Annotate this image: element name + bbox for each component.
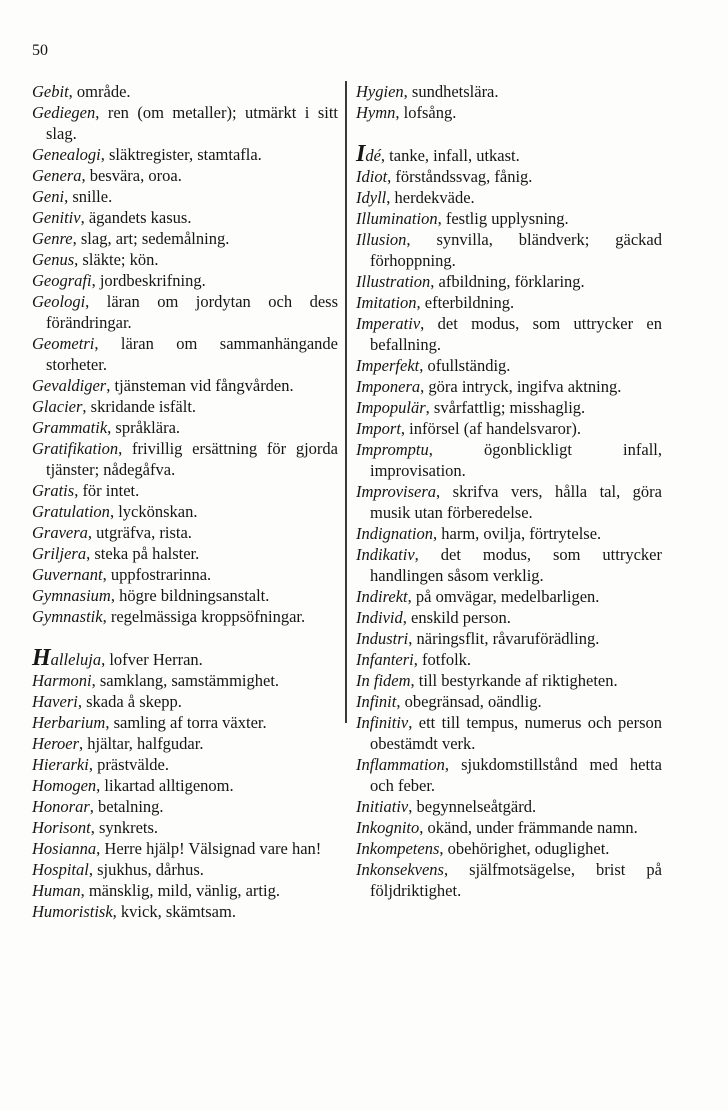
entry-definition: , ofullständig. bbox=[419, 356, 511, 375]
entry-headword: Genera bbox=[32, 166, 82, 185]
page-number: 50 bbox=[32, 42, 48, 59]
entry-definition: , synvilla, bländverk; gäckad förhoppning. bbox=[370, 230, 662, 270]
entry-definition: , införsel (af handelsvaror). bbox=[400, 419, 581, 438]
dictionary-entry bbox=[32, 543, 338, 564]
entry-definition: , läran om sammanhängande storheter. bbox=[46, 334, 338, 374]
dictionary-entry bbox=[32, 754, 338, 775]
entry-headword: Haveri bbox=[32, 692, 78, 711]
entry-headword: Hymn bbox=[356, 103, 396, 122]
entry-definition: , läran om jordytan och dess förändringar. bbox=[46, 292, 338, 332]
dictionary-entry bbox=[356, 628, 662, 649]
entry-headword: Hygien bbox=[356, 82, 404, 101]
dictionary-entry bbox=[32, 670, 338, 691]
dictionary-entry bbox=[32, 270, 338, 291]
entry-headword: Individ bbox=[356, 608, 403, 627]
entry-definition: , utgräfva, rista. bbox=[87, 523, 192, 542]
entry-definition: , samklang, samstämmighet. bbox=[91, 671, 280, 690]
dictionary-entry bbox=[32, 880, 338, 901]
entry-headword: Infinit bbox=[356, 692, 397, 711]
section-initial: H bbox=[32, 645, 51, 671]
entry-definition: , släktregister, stamtafla. bbox=[100, 145, 262, 164]
entry-definition: , efterbildning. bbox=[416, 293, 515, 312]
entry-definition: , skridande isfält. bbox=[82, 397, 197, 416]
entry-definition: , samling af torra växter. bbox=[105, 713, 267, 732]
entry-definition: , språklära. bbox=[107, 418, 181, 437]
dictionary-entry bbox=[356, 607, 662, 628]
entry-headword: Hosianna bbox=[32, 839, 97, 858]
entry-headword: Geografi bbox=[32, 271, 92, 290]
dictionary-entry bbox=[32, 606, 338, 627]
dictionary-entry bbox=[356, 712, 662, 754]
dictionary-entry bbox=[356, 670, 662, 691]
dictionary-entry bbox=[32, 417, 338, 438]
entry-headword: Glacier bbox=[32, 397, 83, 416]
entry-headword: Imitation bbox=[356, 293, 417, 312]
dictionary-entry bbox=[32, 859, 338, 880]
dictionary-entry bbox=[356, 166, 662, 187]
dictionary-entry bbox=[356, 859, 662, 901]
dictionary-entry bbox=[356, 754, 662, 796]
entry-headword bbox=[356, 141, 381, 167]
dictionary-entry bbox=[32, 333, 338, 375]
entry-headword: Infanteri bbox=[356, 650, 414, 669]
entry-definition: , släkte; kön. bbox=[74, 250, 159, 269]
entry-headword: Infinitiv bbox=[356, 713, 409, 732]
entry-definition: , regelmässiga kroppsöfningar. bbox=[102, 607, 306, 626]
entry-headword: Inflammation bbox=[356, 755, 445, 774]
dictionary-entry bbox=[356, 439, 662, 481]
entry-definition: , Herre hjälp! Välsignad vare han! bbox=[96, 839, 322, 858]
entry-definition: , kvick, skämtsam. bbox=[112, 902, 236, 921]
entry-headword: Honorar bbox=[32, 797, 90, 816]
entry-definition: , steka på halster. bbox=[86, 544, 200, 563]
entry-headword: Geni bbox=[32, 187, 65, 206]
entry-headword: Genre bbox=[32, 229, 73, 248]
dictionary-entry bbox=[32, 438, 338, 480]
entry-headword: Griljera bbox=[32, 544, 87, 563]
entry-headword: Genitiv bbox=[32, 208, 81, 227]
entry-definition: , skada å skepp. bbox=[77, 692, 182, 711]
dictionary-entry bbox=[32, 228, 338, 249]
entry-headword: Geometri bbox=[32, 334, 95, 353]
entry-definition: , område. bbox=[68, 82, 131, 101]
dictionary-entry bbox=[356, 481, 662, 523]
entry-definition: , harm, ovilja, förtrytelse. bbox=[433, 524, 602, 543]
dictionary-entry bbox=[32, 396, 338, 417]
entry-headword: Humoristisk bbox=[32, 902, 113, 921]
dictionary-entry bbox=[32, 585, 338, 606]
dictionary-entry bbox=[32, 733, 338, 754]
entry-headword: Idiot bbox=[356, 167, 388, 186]
entry-definition: , tjänsteman vid fångvården. bbox=[106, 376, 294, 395]
entry-definition: , skrifva vers, hålla tal, göra musik utan förberedelse. bbox=[370, 482, 662, 522]
dictionary-entry bbox=[32, 81, 338, 102]
dictionary-entry bbox=[356, 102, 662, 123]
dictionary-entry bbox=[356, 376, 662, 397]
dictionary-entry bbox=[356, 838, 662, 859]
entry-definition: , synkrets. bbox=[90, 818, 159, 837]
entry-headword: Gravera bbox=[32, 523, 88, 542]
entry-definition: , betalning. bbox=[89, 797, 164, 816]
entry-definition: , svårfattlig; misshaglig. bbox=[425, 398, 586, 417]
dictionary-entry bbox=[356, 796, 662, 817]
entry-definition: , göra intryck, ingifva aktning. bbox=[420, 377, 622, 396]
entry-headword: Gymnastik bbox=[32, 607, 103, 626]
dictionary-entry bbox=[32, 712, 338, 733]
entry-headword: Illustration bbox=[356, 272, 431, 291]
dictionary-entry bbox=[32, 480, 338, 501]
dictionary-entry bbox=[32, 645, 338, 671]
entry-definition: , uppfostrarinna. bbox=[102, 565, 212, 584]
entry-headword: Guvernant bbox=[32, 565, 103, 584]
entry-definition: , jordbeskrifning. bbox=[91, 271, 206, 290]
entry-definition: , obegränsad, oändlig. bbox=[396, 692, 542, 711]
entry-definition: , begynnelseåtgärd. bbox=[408, 797, 537, 816]
entry-definition: , festlig upplysning. bbox=[437, 209, 569, 228]
entry-definition: , tanke, infall, utkast. bbox=[380, 146, 520, 165]
entry-definition: , prästvälde. bbox=[88, 755, 170, 774]
entry-headword: Human bbox=[32, 881, 81, 900]
entry-definition: , näringsflit, råvaruförädling. bbox=[408, 629, 600, 648]
dictionary-entry bbox=[32, 564, 338, 585]
dictionary-entry bbox=[32, 775, 338, 796]
headword-rest: alleluja bbox=[50, 650, 102, 669]
entry-headword: Hospital bbox=[32, 860, 89, 879]
entry-headword: Gratifikation bbox=[32, 439, 119, 458]
entry-headword: Grammatik bbox=[32, 418, 108, 437]
entry-definition: , ägandets kasus. bbox=[80, 208, 192, 227]
dictionary-entry bbox=[356, 523, 662, 544]
dictionary-entry bbox=[32, 291, 338, 333]
entry-definition: , obehörighet, oduglighet. bbox=[439, 839, 610, 858]
entry-headword: Gratis bbox=[32, 481, 75, 500]
dictionary-entry bbox=[32, 522, 338, 543]
dictionary-entry bbox=[32, 817, 338, 838]
dictionary-entry bbox=[32, 165, 338, 186]
entry-definition: , lofver Herran. bbox=[101, 650, 203, 669]
entry-definition: , enskild person. bbox=[402, 608, 511, 627]
column-divider bbox=[345, 81, 347, 723]
entry-definition: , frivillig ersättning för gjorda tjänster; nådegåfva. bbox=[46, 439, 338, 479]
dictionary-entry bbox=[32, 901, 338, 922]
dictionary-entry bbox=[356, 292, 662, 313]
dictionary-entry bbox=[32, 186, 338, 207]
entry-definition: , för intet. bbox=[74, 481, 140, 500]
headword-rest: dé bbox=[365, 146, 381, 165]
dictionary-entry bbox=[32, 249, 338, 270]
entry-headword: Inkognito bbox=[356, 818, 420, 837]
dictionary-entry bbox=[356, 187, 662, 208]
entry-headword: In fidem bbox=[356, 671, 411, 690]
entry-headword: Initiativ bbox=[356, 797, 409, 816]
entry-headword: Gymnasium bbox=[32, 586, 111, 605]
entry-headword: Gediegen bbox=[32, 103, 96, 122]
entry-headword: Impopulär bbox=[356, 398, 426, 417]
entry-definition: , afbildning, förklaring. bbox=[430, 272, 585, 291]
entry-definition: , besvära, oroa. bbox=[81, 166, 182, 185]
dictionary-entry bbox=[32, 691, 338, 712]
entry-headword: Genealogi bbox=[32, 145, 101, 164]
entry-headword: Import bbox=[356, 419, 401, 438]
entry-headword: Indirekt bbox=[356, 587, 408, 606]
entry-headword: Imperfekt bbox=[356, 356, 420, 375]
entry-headword: Genus bbox=[32, 250, 75, 269]
entry-headword: Geologi bbox=[32, 292, 86, 311]
entry-headword: Indignation bbox=[356, 524, 433, 543]
entry-definition: , själfmotsägelse, brist på följdriktighet. bbox=[370, 860, 662, 900]
entry-definition: , förståndssvag, fånig. bbox=[387, 167, 533, 186]
dictionary-entry bbox=[356, 544, 662, 586]
dictionary-entry bbox=[356, 208, 662, 229]
entry-headword: Herbarium bbox=[32, 713, 106, 732]
entry-headword: Gratulation bbox=[32, 502, 110, 521]
section-initial: I bbox=[356, 141, 366, 167]
dictionary-entry bbox=[356, 141, 662, 167]
dictionary-entry bbox=[32, 375, 338, 396]
entry-definition: , sundhetslära. bbox=[403, 82, 499, 101]
entry-definition: , slag, art; sedemålning. bbox=[72, 229, 230, 248]
dictionary-entry bbox=[356, 229, 662, 271]
dictionary-entry bbox=[356, 81, 662, 102]
dictionary-entry bbox=[356, 397, 662, 418]
entry-definition: , lofsång. bbox=[395, 103, 457, 122]
entry-headword: Illumination bbox=[356, 209, 438, 228]
dictionary-entry bbox=[32, 144, 338, 165]
dictionary-entry bbox=[356, 691, 662, 712]
left-column bbox=[32, 81, 338, 922]
entry-headword: Industri bbox=[356, 629, 409, 648]
dictionary-entry bbox=[356, 586, 662, 607]
entry-definition: , likartad alltigenom. bbox=[96, 776, 234, 795]
entry-headword: Harmoni bbox=[32, 671, 92, 690]
entry-definition: , ögonblickligt infall, improvisation. bbox=[370, 440, 662, 480]
entry-definition: , herdekväde. bbox=[386, 188, 475, 207]
entry-headword: Improvisera bbox=[356, 482, 437, 501]
dictionary-entry bbox=[32, 501, 338, 522]
entry-headword: Hierarki bbox=[32, 755, 89, 774]
entry-headword: Inkonsekvens bbox=[356, 860, 444, 879]
entry-definition: , hjältar, halfgudar. bbox=[79, 734, 204, 753]
dictionary-entry bbox=[32, 207, 338, 228]
entry-headword: Gebit bbox=[32, 82, 69, 101]
dictionary-entry bbox=[356, 313, 662, 355]
entry-definition: , på omvägar, medelbarligen. bbox=[407, 587, 600, 606]
entry-headword: Illusion bbox=[356, 230, 407, 249]
dictionary-entry bbox=[356, 355, 662, 376]
dictionary-entry bbox=[356, 817, 662, 838]
entry-headword: Imponera bbox=[356, 377, 421, 396]
dictionary-entry bbox=[356, 418, 662, 439]
entry-definition: , det modus, som uttrycker handlingen såsom verklig. bbox=[370, 545, 662, 585]
entry-headword: Idyll bbox=[356, 188, 387, 207]
entry-headword bbox=[32, 645, 102, 671]
entry-headword: Imperativ bbox=[356, 314, 421, 333]
entry-definition: , det modus, som uttrycker en befallning. bbox=[370, 314, 662, 354]
entry-definition: , högre bildningsanstalt. bbox=[110, 586, 270, 605]
dictionary-entry bbox=[32, 102, 338, 144]
dictionary-entry bbox=[32, 796, 338, 817]
entry-definition: , snille. bbox=[64, 187, 113, 206]
entry-headword: Impromptu bbox=[356, 440, 429, 459]
entry-definition: , okänd, under främmande namn. bbox=[419, 818, 638, 837]
entry-headword: Inkompetens bbox=[356, 839, 440, 858]
entry-headword: Heroer bbox=[32, 734, 80, 753]
entry-definition: , sjukhus, dårhus. bbox=[88, 860, 204, 879]
entry-definition: , ett till tempus, numerus och person obestämdt verk. bbox=[370, 713, 662, 753]
entry-headword: Horisont bbox=[32, 818, 91, 837]
entry-headword: Homogen bbox=[32, 776, 97, 795]
entry-definition: , ren (om metaller); utmärkt i sitt slag. bbox=[46, 103, 338, 143]
entry-definition: , till bestyrkande af riktigheten. bbox=[410, 671, 618, 690]
entry-definition: , mänsklig, mild, vänlig, artig. bbox=[80, 881, 280, 900]
entry-headword: Gevaldiger bbox=[32, 376, 107, 395]
dictionary-entry bbox=[356, 649, 662, 670]
entry-definition: , fotfolk. bbox=[413, 650, 472, 669]
entry-headword: Indikativ bbox=[356, 545, 415, 564]
right-column bbox=[356, 81, 662, 901]
entry-definition: , sjukdomstillstånd med hetta och feber. bbox=[370, 755, 662, 795]
dictionary-entry bbox=[356, 271, 662, 292]
dictionary-entry bbox=[32, 838, 338, 859]
entry-definition: , lyckönskan. bbox=[109, 502, 198, 521]
